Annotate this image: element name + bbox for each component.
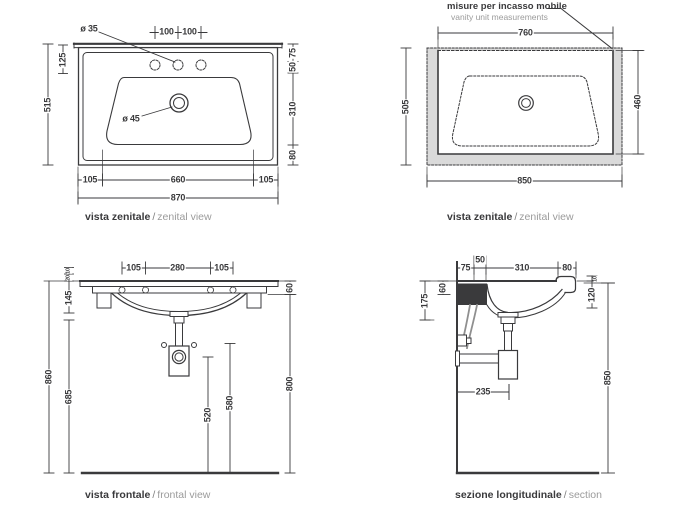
dim-front-800: 800 bbox=[284, 376, 295, 392]
caption-separator: / bbox=[563, 489, 567, 501]
dim-front-105-right: 105 bbox=[214, 262, 229, 273]
dim-bottom-105-right: 105 bbox=[258, 174, 274, 185]
caption-separator: / bbox=[152, 489, 156, 501]
dim-front-860: 860 bbox=[43, 369, 54, 385]
dim-front-145: 145 bbox=[63, 290, 74, 306]
dim-bottom-105-left: 105 bbox=[82, 174, 98, 185]
caption-it: sezione longitudinale bbox=[455, 489, 562, 501]
dim-bottom-660: 660 bbox=[170, 174, 186, 185]
dim-back-offset: 125 bbox=[57, 52, 68, 67]
dim-front-105-left: 105 bbox=[126, 262, 141, 273]
dim-faucet-pitch-left: 100 bbox=[159, 26, 174, 37]
caption-zenital-left bbox=[85, 211, 212, 224]
dim-front-60: 60 bbox=[284, 282, 295, 293]
dim-section-235: 235 bbox=[475, 386, 491, 397]
dim-section-175: 175 bbox=[419, 293, 430, 308]
dim-vanity-width-overall: 850 bbox=[517, 175, 532, 186]
dim-front-10: 10 bbox=[65, 267, 72, 274]
dim-section-75: 75 bbox=[460, 262, 471, 273]
dim-section-850: 850 bbox=[602, 370, 613, 386]
caption-it: vista zenitale bbox=[85, 211, 151, 223]
dim-drain-diameter: ø 45 bbox=[122, 113, 140, 124]
dim-depth-overall: 515 bbox=[42, 97, 53, 112]
dim-right-50: 50 bbox=[287, 62, 298, 72]
dim-front-520: 520 bbox=[202, 407, 213, 423]
dim-right-75: 75 bbox=[287, 47, 298, 58]
dim-front-685: 685 bbox=[63, 389, 74, 404]
caption-separator: / bbox=[152, 211, 156, 223]
note-vanity-it: misure per incasso mobile bbox=[447, 1, 567, 12]
dim-section-80: 80 bbox=[562, 262, 572, 273]
caption-en: section bbox=[568, 489, 602, 501]
dim-front-580: 580 bbox=[224, 395, 235, 411]
dim-section-50: 50 bbox=[475, 254, 485, 265]
dim-right-310: 310 bbox=[287, 101, 298, 117]
dim-section-120: 120 bbox=[586, 287, 597, 302]
caption-separator: / bbox=[514, 211, 518, 223]
caption-section bbox=[455, 489, 602, 502]
dim-section-10: 10 bbox=[591, 275, 598, 282]
frontal-view-geometry bbox=[44, 262, 296, 473]
dim-vanity-depth-overall: 505 bbox=[400, 99, 411, 114]
dim-faucet-hole-diameter: ø 35 bbox=[80, 23, 98, 34]
note-vanity-en: vanity unit measurements bbox=[451, 12, 548, 22]
caption-en: zenital view bbox=[157, 211, 212, 223]
dim-cutout-depth: 460 bbox=[632, 94, 643, 110]
caption-frontal bbox=[85, 489, 210, 502]
dim-section-60: 60 bbox=[437, 282, 448, 293]
dim-right-80: 80 bbox=[287, 150, 298, 160]
dim-front-280: 280 bbox=[170, 262, 185, 273]
caption-en: zenital view bbox=[519, 211, 574, 223]
caption-it: vista frontale bbox=[85, 489, 151, 501]
dim-width-overall: 870 bbox=[170, 192, 186, 203]
caption-it: vista zenitale bbox=[447, 211, 513, 223]
dim-section-310: 310 bbox=[514, 262, 530, 273]
caption-zenital-right bbox=[447, 211, 574, 224]
dim-front-20: 20 bbox=[65, 274, 72, 281]
dim-cutout-width: 760 bbox=[518, 27, 533, 38]
caption-en: frontal view bbox=[157, 489, 211, 501]
dim-faucet-pitch-right: 100 bbox=[182, 26, 197, 37]
section-view-geometry bbox=[420, 256, 615, 473]
